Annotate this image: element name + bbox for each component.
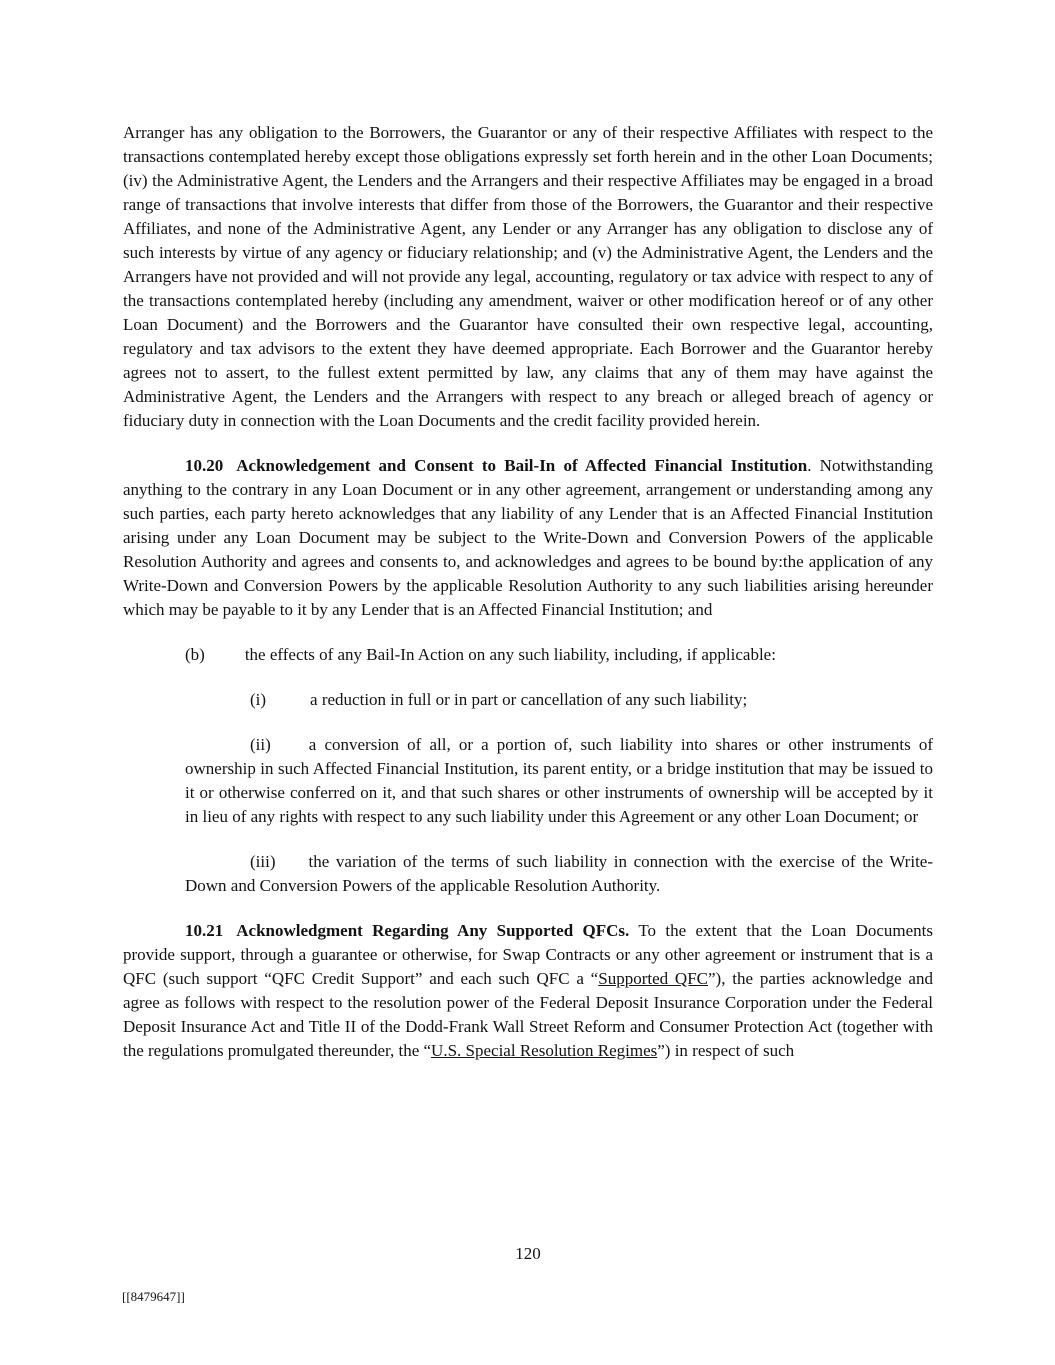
clause-b-i [185,688,933,712]
clause-b-i-label: (i) [250,690,267,709]
clause-b-i-text: a reduction in full or in part or cancellation of any such liability; [310,690,748,709]
section-10-21-body-part3: ”) in respect of such [657,1041,795,1060]
clause-b-iii-label: (iii) [250,852,276,871]
defined-term-supported-qfc: Supported QFC [598,969,708,988]
page-number: 120 [515,1244,541,1263]
clause-b-iii [185,850,933,898]
clause-b-ii-text: a conversion of all, or a portion of, such liability into shares or other instruments of ownership in such Affected Financial Institution, its parent entity, or a bridge institution that may be issued to it or otherwise conferred on it, and that such shares or other instruments of ownership will be accepted by it in lieu of any rights with respect to any such liability under this Agreement or any other Loan Document; or [185,735,933,826]
section-10-21 [123,919,933,1063]
clause-b-ii-label: (ii) [250,735,271,754]
clause-b-ii [185,733,933,829]
section-10-21-body-part1: To the extent that the Loan Documents provide support, through a guarantee or otherwise, for Swap Contracts or any other agreement or instrument that is a QFC (such support “QFC Credit Support” and each such QFC a “ [123,921,934,988]
section-10-20-number: 10.20 [185,456,224,475]
clause-b-iii-text: the variation of the terms of such liability in connection with the exercise of the Write-Down and Conversion Powers of the applicable Resolution Authority. [185,852,933,895]
document-id-stamp: [[8479647]] [122,1289,185,1304]
paragraph-continuation: Arranger has any obligation to the Borrowers, the Guarantor or any of their respective Affiliates with respect to the transactions contemplated hereby except those obligations expressly set forth herein and in the other Loan Documents; (iv) the Administrative Agent, the Lenders and the Arrangers and their respective Affiliates may be engaged in a broad range of transactions that involve interests that differ from those of the Borrowers, the Guarantor and their respective Affiliates, and none of the Administrative Agent, any Lender or any Arranger has any obligation to disclose any of such interests by virtue of any agency or fiduciary relationship; and (v) the Administrative Agent, the Lenders and the Arrangers have not provided and will not provide any legal, accounting, regulatory or tax advice with respect to any of the transactions contemplated hereby (including any amendment, waiver or other modification hereof or of any other Loan Document) and the Borrowers and the Guarantor have consulted their own respective legal, accounting, regulatory and tax advisors to the extent they have deemed appropriate. Each Borrower and the Guarantor hereby agrees not to assert, to the fullest extent permitted by law, any claims that any of them may have against the Administrative Agent, the Lenders and the Arrangers with respect to any breach or alleged breach of agency or fiduciary duty in connection with the Loan Documents and the credit facility provided herein. [123,123,933,430]
section-10-21-body-part2: ”), the parties acknowledge and agree as follows with respect to the resolution power of the Federal Deposit Insurance Corporation under the Federal Deposit Insurance Act and Title II of the Dodd-Frank Wall Street Reform and Consumer Protection Act (together with the regulations promulgated thereunder, the “ [123,969,933,1060]
section-10-21-number: 10.21 [185,921,224,940]
section-10-20-title-period: . [807,456,812,475]
defined-term-us-special-resolution-regimes: U.S. Special Resolution Regimes [431,1041,658,1060]
section-10-20-title: Acknowledgement and Consent to Bail-In of Affected Financial Institution [236,456,808,475]
clause-b-text: the effects of any Bail-In Action on any such liability, including, if applicable: [244,645,776,664]
section-10-21-title: Acknowledgment Regarding Any Supported QFCs. [236,921,630,940]
clause-b-label: (b) [185,645,205,664]
clause-b [185,643,933,667]
section-10-20 [123,454,933,622]
document-body [123,121,933,1084]
section-10-20-body: Notwithstanding anything to the contrary in any Loan Document or in any other agreement, arrangement or understanding among any such parties, each party hereto acknowledges that any liability of any Lender that is an Affected Financial Institution arising under any Loan Document may be subject to the Write-Down and Conversion Powers of the applicable Resolution Authority and agrees and consents to, and acknowledges and agrees to be bound by:the application of any Write-Down and Conversion Powers by the applicable Resolution Authority to any such liabilities arising hereunder which may be payable to it by any Lender that is an Affected Financial Institution; and [123,456,934,619]
